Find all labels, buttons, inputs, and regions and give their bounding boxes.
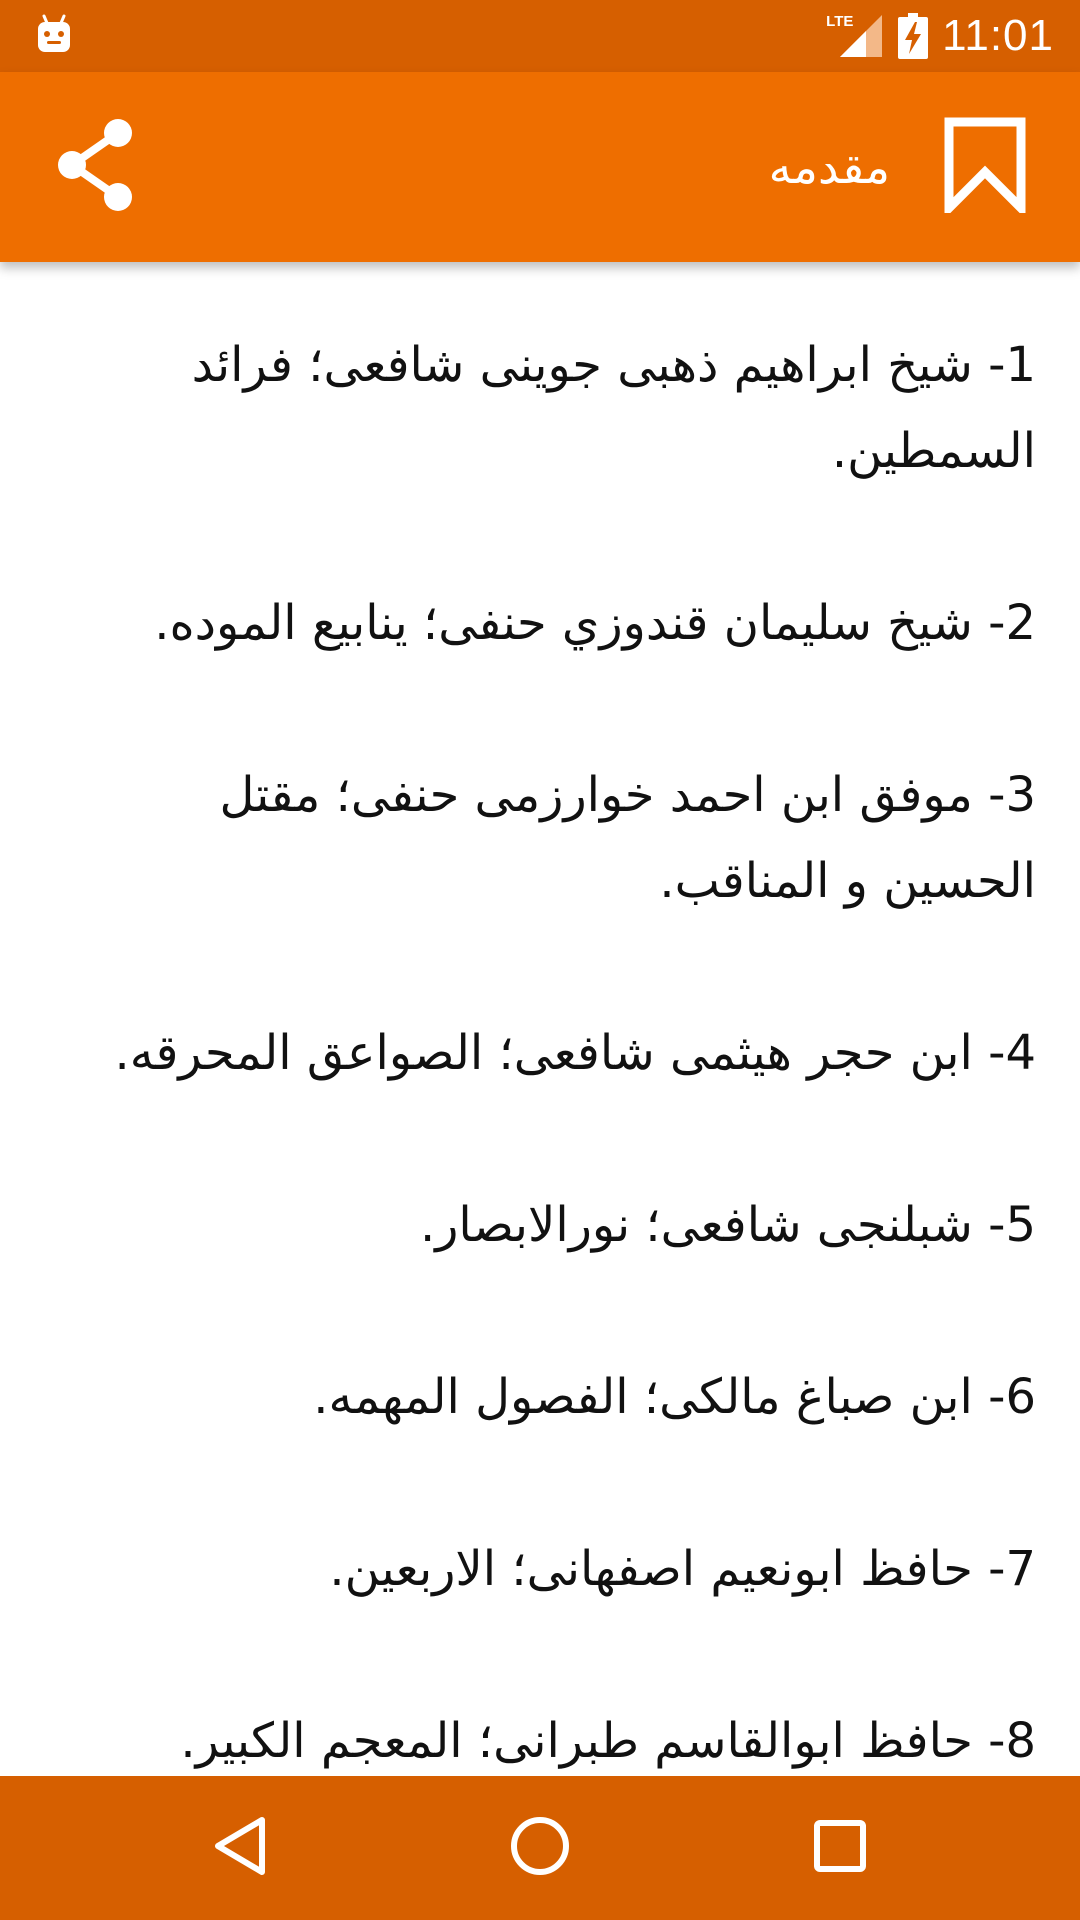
- back-icon: [210, 1814, 270, 1882]
- list-item: 8- حافظ ابوالقاسم طبرانی؛ المعجم الکبیر.: [180, 1713, 1036, 1769]
- list-item: 4- ابن حجر هیثمی شافعی؛ الصواعق المحرقه.: [114, 1025, 1036, 1081]
- list-item: 5- شبلنجی شافعی؛ نورالابصار.: [419, 1197, 1036, 1253]
- list-item: 7- حافظ ابونعیم اصفهانی؛ الاربعین.: [329, 1541, 1036, 1597]
- share-button[interactable]: [40, 112, 150, 222]
- lte-label: LTE: [826, 13, 854, 30]
- status-bar: [0, 0, 1080, 72]
- bookmark-button[interactable]: [930, 112, 1040, 222]
- share-icon: [50, 117, 140, 217]
- android-debug-icon: [36, 14, 72, 54]
- content-scroll-area[interactable]: [0, 262, 1080, 1776]
- bookmark-icon: [944, 117, 1026, 217]
- list-item: 3- موفق ابن احمد خوارزمی حنفی؛ مقتل الحسین و المناقب.: [219, 767, 1036, 909]
- recents-icon: [812, 1818, 868, 1878]
- back-button[interactable]: [160, 1776, 320, 1920]
- status-time: 11:01: [942, 11, 1054, 60]
- list-item: 1- شیخ ابراهیم ذهبی جوینی شافعی؛ فرائد السمطین.: [191, 337, 1036, 479]
- navigation-bar: [0, 1776, 1080, 1920]
- page-title: مقدمه: [768, 140, 890, 194]
- home-button[interactable]: [460, 1776, 620, 1920]
- list-item: 6- ابن صباغ مالکی؛ الفصول المهمه.: [313, 1369, 1036, 1425]
- app-bar: [0, 72, 1080, 262]
- list-item: 2- شیخ سلیمان قندوزي حنفی؛ ینابیع الموده.: [154, 595, 1036, 651]
- entries-list: [60, 322, 1036, 1776]
- recents-button[interactable]: [760, 1776, 920, 1920]
- battery-charging-icon: [898, 13, 928, 59]
- lte-signal-icon: [826, 13, 884, 59]
- home-icon: [509, 1815, 571, 1881]
